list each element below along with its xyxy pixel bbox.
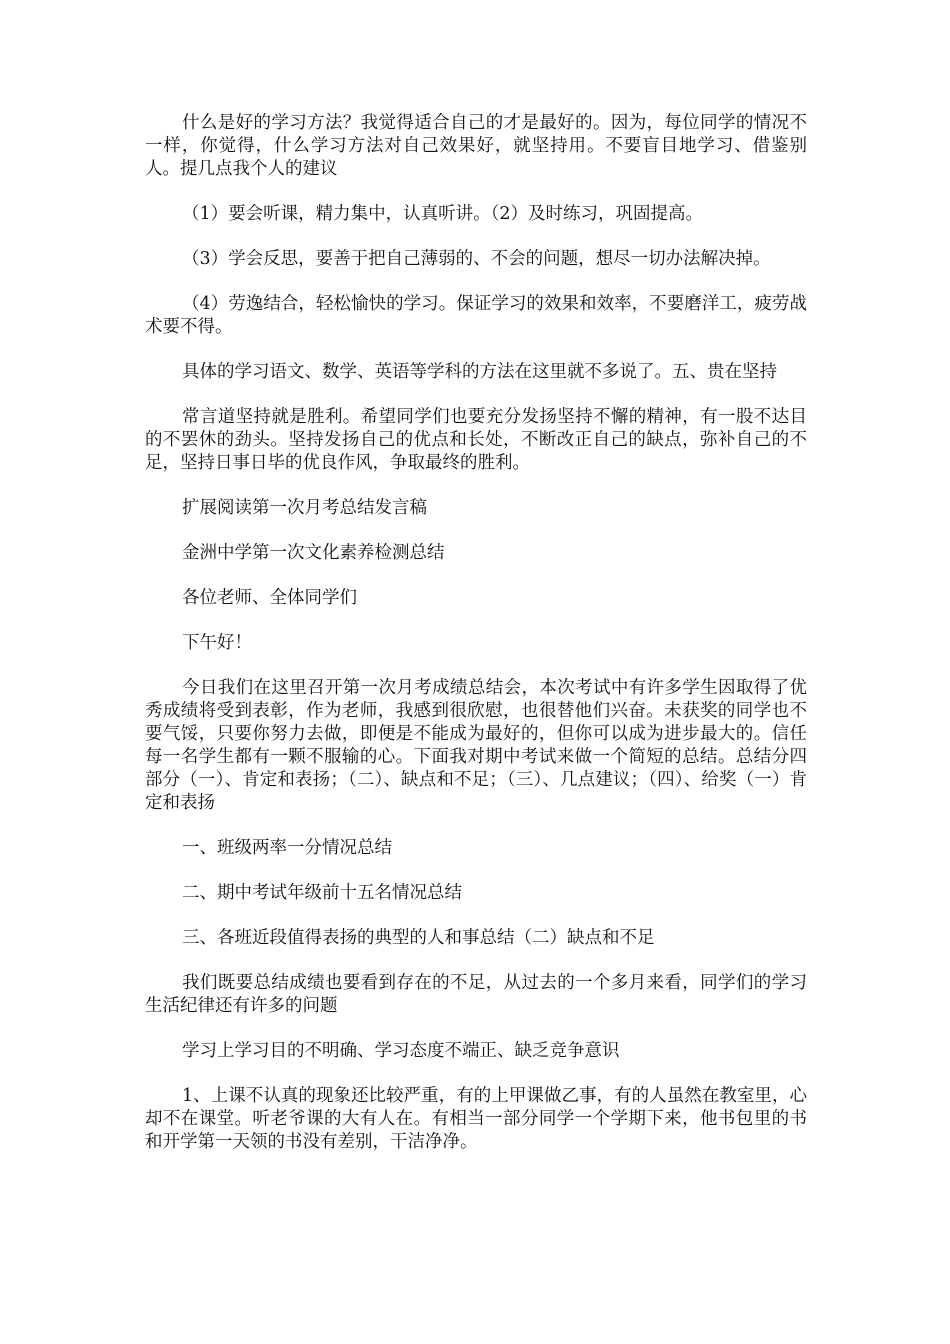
paragraph-section-1: 一、班级两率一分情况总结 — [182, 838, 392, 858]
paragraph-point-1: 1、上课不认真的现象还比较严重，有的上甲课做乙事，有的人虽然在教室里，心却不在课堂。听老爷课的大有人在。有相当一部分同学一个学期下来，他书包里的书和开学第一天领的书没有差别，干洁净净。 — [145, 1086, 807, 1152]
paragraph-study-attitude: 学习上学习目的不明确、学习态度不端正、缺乏竞争意识 — [182, 1041, 620, 1061]
paragraph-section-3: 三、各班近段值得表扬的典型的人和事总结（二）缺点和不足 — [182, 928, 655, 948]
paragraph-extended-reading-title: 扩展阅读第一次月考总结发言稿 — [182, 498, 427, 518]
paragraph-salutation: 各位老师、全体同学们 — [182, 588, 357, 608]
paragraph-greeting: 下午好！ — [182, 633, 252, 653]
paragraph-meeting-intro: 今日我们在这里召开第一次月考成绩总结会，本次考试中有许多学生因取得了优秀成绩将受到表彰，作为老师，我感到很欣慰，也很替他们兴奋。未获奖的同学也不要气馁，只要你努力去做，即便是不能成为最好的，但你可以成为进步最大的。信任每一名学生都有一颗不服输的心。下面我对期中考试来做一个简短的总结。总结分四部分（一）、肯定和表扬；（二）、缺点和不足；（三）、几点建议；（四）、给奖（一）肯定和表扬 — [145, 678, 807, 813]
paragraph-advice-1-2: （1）要会听课，精力集中，认真听讲。（2）及时练习，巩固提高。 — [182, 204, 704, 224]
paragraph-section-2: 二、期中考试年级前十五名情况总结 — [182, 883, 462, 903]
paragraph-shortcomings: 我们既要总结成绩也要看到存在的不足，从过去的一个多月来看，同学们的学习生活纪律还有许多的问题 — [145, 973, 807, 1016]
paragraph-persistence: 常言道坚持就是胜利。希望同学们也要充分发扬坚持不懈的精神，有一股不达目的不罢休的劲头。坚持发扬自己的优点和长处，不断改正自己的缺点，弥补自己的不足，坚持日事日毕的优良作风，争取最终的胜利。 — [145, 407, 807, 473]
paragraph-school-summary-title: 金洲中学第一次文化素养检测总结 — [182, 543, 445, 563]
paragraph-subjects-persist: 具体的学习语文、数学、英语等学科的方法在这里就不多说了。五、贵在坚持 — [182, 362, 777, 382]
document-body — [145, 112, 807, 1176]
paragraph-advice-3: （3）学会反思，要善于把自己薄弱的、不会的问题，想尽一切办法解决掉。 — [182, 249, 771, 269]
paragraph-advice-4: （4）劳逸结合，轻松愉快的学习。保证学习的效果和效率，不要磨洋工，疲劳战术要不得。 — [145, 294, 807, 337]
paragraph-study-method: 什么是好的学习方法？我觉得适合自己的才是最好的。因为，每位同学的情况不一样，你觉得，什么学习方法对自己效果好，就坚持用。不要盲目地学习、借鉴别人。提几点我个人的建议 — [145, 113, 807, 179]
